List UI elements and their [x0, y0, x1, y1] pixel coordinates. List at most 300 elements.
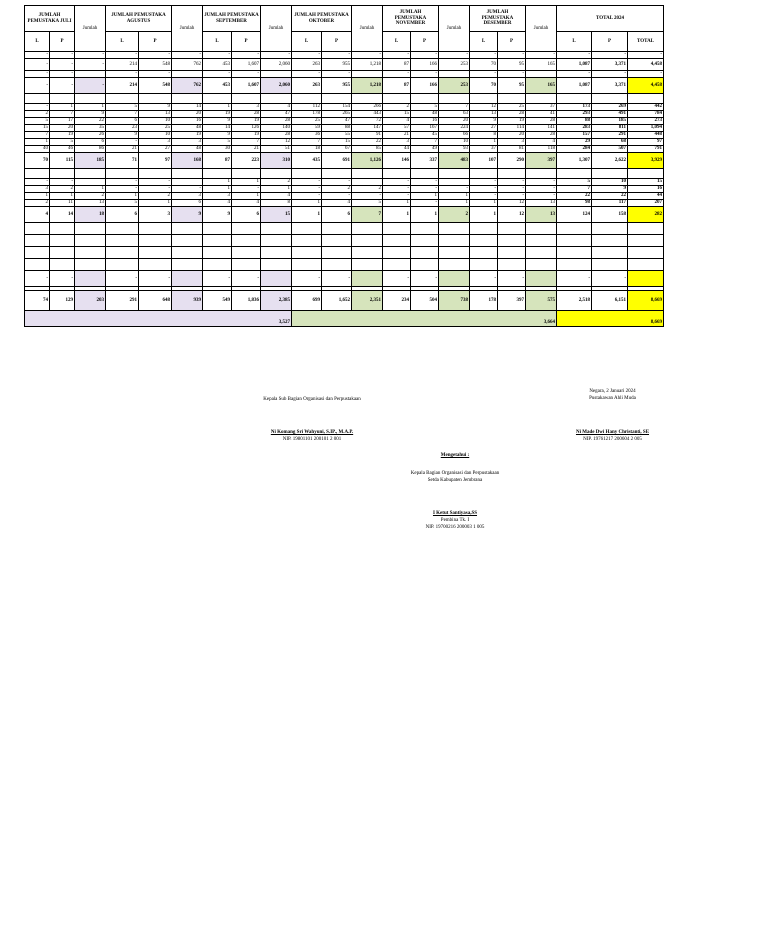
table-cell: 269 — [592, 104, 628, 111]
table-cell: - — [322, 52, 352, 59]
table-cell: - — [25, 179, 50, 186]
table-cell: - — [203, 271, 232, 287]
table-cell: 70 — [470, 59, 498, 71]
table-cell: - — [139, 71, 172, 78]
l-header: L — [383, 32, 411, 52]
table-cell: - — [470, 271, 498, 287]
table-cell: 310 — [261, 153, 292, 169]
table-row — [25, 139, 664, 146]
table-cell: - — [526, 186, 557, 193]
table-row — [25, 311, 664, 327]
center-signer-rank: Pembina Tk. I — [440, 518, 470, 523]
table-cell: 22 — [592, 193, 628, 200]
table-cell: 93 — [439, 146, 470, 153]
table-cell: 55 — [322, 132, 352, 139]
table-cell: 115 — [50, 153, 75, 169]
table-cell — [203, 235, 232, 247]
table-cell: 3 — [139, 139, 172, 146]
table-cell — [292, 259, 322, 271]
table-cell — [106, 259, 139, 271]
table-cell — [261, 94, 292, 104]
table-cell: 28 — [526, 132, 557, 139]
table-cell: 6 — [106, 207, 139, 223]
table-cell — [106, 94, 139, 104]
table-cell: 20 — [439, 118, 470, 125]
table-cell: - — [25, 71, 50, 78]
table-cell — [383, 169, 411, 179]
table-cell: 784 — [628, 111, 664, 118]
table-cell: - — [292, 71, 322, 78]
table-cell: 185 — [75, 153, 106, 169]
p-header: P — [498, 32, 526, 52]
table-cell: 26 — [75, 132, 106, 139]
table-cell: 129 — [50, 291, 75, 311]
table-cell — [498, 169, 526, 179]
table-cell: 7 — [50, 111, 75, 118]
table-cell: 1 — [292, 207, 322, 223]
table-cell: - — [411, 71, 439, 78]
table-row — [25, 94, 664, 104]
table-cell — [172, 235, 203, 247]
table-cell: 291 — [592, 132, 628, 139]
table-cell: - — [292, 193, 322, 200]
table-body — [25, 52, 664, 327]
table-cell: 48 — [172, 125, 203, 132]
table-cell: 7 — [439, 104, 470, 111]
table-cell: 3,929 — [628, 153, 664, 169]
table-cell: 146 — [383, 153, 411, 169]
table-cell: 5 — [25, 118, 50, 125]
table-cell — [261, 247, 292, 259]
table-cell: 118 — [526, 146, 557, 153]
table-cell — [172, 259, 203, 271]
table-cell: 214 — [106, 78, 139, 94]
table-cell: 27 — [470, 125, 498, 132]
table-cell — [203, 247, 232, 259]
table-cell: 37 — [526, 104, 557, 111]
table-cell — [352, 169, 383, 179]
table-cell — [261, 169, 292, 179]
table-cell — [498, 94, 526, 104]
table-cell: - — [292, 179, 322, 186]
p-header: P — [50, 32, 75, 52]
table-row — [25, 59, 664, 71]
center-role-1: Kepala Bagian Organisasi dan Perpustakaan — [410, 471, 500, 476]
table-cell: 648 — [139, 291, 172, 311]
table-cell: - — [470, 52, 498, 59]
table-cell: 28 — [261, 118, 292, 125]
table-cell — [470, 169, 498, 179]
table-cell: - — [352, 193, 383, 200]
table-cell: - — [322, 193, 352, 200]
table-cell — [498, 235, 526, 247]
table-cell: 575 — [526, 291, 557, 311]
right-signer-name: Ni Made Dwi Hany Christanti, SE — [575, 430, 650, 435]
right-signer-nip: NIP. 19761217 200604 2 005 — [583, 437, 642, 442]
table-cell: 3 — [232, 104, 261, 111]
table-cell: 2,351 — [352, 291, 383, 311]
table-cell — [261, 271, 292, 287]
table-cell: 49 — [411, 146, 439, 153]
table-cell: - — [470, 71, 498, 78]
table-cell: 435 — [292, 153, 322, 169]
table-row — [25, 179, 664, 186]
table-cell: 443 — [352, 111, 383, 118]
mengetahui-label: Mengetahui : — [440, 453, 470, 458]
table-cell: 337 — [411, 153, 439, 169]
table-cell: 17 — [50, 118, 75, 125]
table-cell — [75, 259, 106, 271]
table-cell: - — [106, 186, 139, 193]
table-cell: 15 — [628, 179, 664, 186]
table-cell: 13 — [526, 200, 557, 207]
table-cell: 1,836 — [232, 291, 261, 311]
table-cell: - — [352, 52, 383, 59]
table-cell — [50, 94, 75, 104]
table-cell: 87 — [203, 153, 232, 169]
table-cell — [439, 94, 470, 104]
table-cell: 3 — [203, 193, 232, 200]
table-cell: 939 — [172, 291, 203, 311]
table-cell: - — [557, 71, 592, 78]
table-cell: - — [50, 179, 75, 186]
table-cell — [383, 235, 411, 247]
table-cell: 1 — [470, 139, 498, 146]
table-cell: 72 — [352, 118, 383, 125]
table-cell — [439, 179, 470, 186]
table-cell — [498, 223, 526, 235]
table-cell: 9 — [172, 207, 203, 223]
grand-total-cell: 8,669 — [557, 311, 664, 327]
table-cell: 3 — [139, 207, 172, 223]
table-cell: 37 — [470, 146, 498, 153]
table-cell: - — [50, 271, 75, 287]
table-cell: 3 — [172, 139, 203, 146]
table-cell — [352, 247, 383, 259]
table-cell: - — [50, 78, 75, 94]
table-cell: 20 — [172, 111, 203, 118]
table-cell — [75, 223, 106, 235]
month-header-row — [25, 6, 664, 32]
table-cell — [292, 235, 322, 247]
jumlah-header: Jumlah — [439, 6, 470, 52]
table-cell: 8 — [261, 200, 292, 207]
table-cell: 47 — [261, 111, 292, 118]
table-cell: - — [25, 271, 50, 287]
table-cell — [261, 235, 292, 247]
table-cell: 1 — [75, 104, 106, 111]
table-cell: - — [498, 193, 526, 200]
table-cell: 284 — [557, 146, 592, 153]
grand-total-cell: 3,664 — [292, 311, 557, 327]
table-cell — [50, 235, 75, 247]
table-cell — [25, 259, 50, 271]
p-header: P — [411, 32, 439, 52]
table-cell: - — [75, 52, 106, 59]
table-cell — [439, 235, 470, 247]
table-cell: 507 — [592, 146, 628, 153]
table-cell — [352, 259, 383, 271]
table-cell — [203, 259, 232, 271]
table-cell — [411, 223, 439, 235]
table-cell: 9 — [203, 207, 232, 223]
table-cell: 290 — [498, 153, 526, 169]
table-cell: 4 — [383, 118, 411, 125]
table-cell: - — [172, 52, 203, 59]
table-cell: - — [439, 186, 470, 193]
table-cell: - — [411, 271, 439, 287]
table-cell: 6,151 — [592, 291, 628, 311]
table-cell — [322, 169, 352, 179]
table-cell — [75, 271, 106, 287]
table-row — [25, 111, 664, 118]
table-row — [25, 271, 664, 287]
table-row — [25, 259, 664, 271]
table-cell — [383, 259, 411, 271]
table-row — [25, 132, 664, 139]
table-cell — [526, 169, 557, 179]
table-cell — [75, 94, 106, 104]
table-cell: 154 — [322, 104, 352, 111]
table-cell — [411, 235, 439, 247]
table-cell — [592, 223, 628, 235]
table-cell: 207 — [628, 200, 664, 207]
table-cell: - — [411, 200, 439, 207]
table-cell: 1,126 — [352, 153, 383, 169]
table-cell: 13 — [139, 111, 172, 118]
table-cell — [470, 94, 498, 104]
table-cell: 491 — [592, 111, 628, 118]
table-cell: 1,607 — [232, 59, 261, 71]
p-header: P — [139, 32, 172, 52]
table-cell — [557, 247, 592, 259]
table-cell: - — [292, 271, 322, 287]
table-cell: 1 — [411, 207, 439, 223]
table-cell: 504 — [411, 291, 439, 311]
table-cell: 548 — [139, 59, 172, 71]
table-cell: 15 — [383, 111, 411, 118]
table-cell — [526, 223, 557, 235]
table-cell — [592, 235, 628, 247]
table-cell: 1 — [50, 104, 75, 111]
table-cell: 263 — [292, 78, 322, 94]
table-cell: 25 — [139, 125, 172, 132]
table-row — [25, 193, 664, 200]
table-cell: 166 — [411, 78, 439, 94]
table-cell: 2 — [139, 193, 172, 200]
table-cell: 18 — [75, 207, 106, 223]
table-cell: 1 — [75, 186, 106, 193]
table-cell — [172, 271, 203, 287]
table-cell — [498, 259, 526, 271]
table-cell: 1 — [25, 193, 50, 200]
table-cell: - — [106, 139, 139, 146]
table-cell: 88 — [557, 118, 592, 125]
table-cell: - — [592, 52, 628, 59]
table-cell: 21 — [383, 132, 411, 139]
table-cell: - — [203, 52, 232, 59]
table-cell: 23 — [106, 125, 139, 132]
table-cell: - — [383, 186, 411, 193]
table-cell: 2 — [352, 186, 383, 193]
table-cell — [557, 235, 592, 247]
table-cell: - — [592, 271, 628, 287]
table-cell — [139, 247, 172, 259]
l-header: L — [557, 32, 592, 52]
table-cell: 293 — [557, 111, 592, 118]
total-header: TOTAL 2024 — [557, 6, 664, 32]
table-cell: 1 — [203, 179, 232, 186]
table-cell: - — [106, 271, 139, 287]
table-cell: 178 — [292, 111, 322, 118]
table-cell: 19 — [232, 118, 261, 125]
table-cell: 45 — [411, 132, 439, 139]
center-role-2: Setda Kabupaten Jembrana — [427, 478, 483, 483]
table-cell — [106, 235, 139, 247]
table-cell — [232, 259, 261, 271]
table-cell — [50, 259, 75, 271]
table-cell: - — [498, 52, 526, 59]
table-row — [25, 200, 664, 207]
table-cell: 1 — [383, 207, 411, 223]
table-cell — [439, 223, 470, 235]
table-cell: 283 — [557, 125, 592, 132]
table-cell: 1 — [261, 186, 292, 193]
table-cell: 178 — [470, 291, 498, 311]
table-cell: 13 — [75, 200, 106, 207]
table-cell: 2 — [261, 179, 292, 186]
table-cell: 147 — [352, 125, 383, 132]
table-row — [25, 247, 664, 259]
table-cell: - — [106, 52, 139, 59]
table-cell: 165 — [526, 59, 557, 71]
table-cell: 48 — [172, 146, 203, 153]
table-cell: 2,622 — [592, 153, 628, 169]
table-cell: 2 — [439, 207, 470, 223]
table-cell: 4,458 — [628, 59, 664, 71]
table-cell — [139, 223, 172, 235]
table-cell — [172, 71, 203, 78]
table-cell: 173 — [557, 104, 592, 111]
table-cell: 4 — [203, 200, 232, 207]
table-cell: 19 — [498, 118, 526, 125]
table-cell: 5 — [203, 139, 232, 146]
table-cell: 9 — [139, 104, 172, 111]
table-cell — [50, 169, 75, 179]
table-cell: 14 — [203, 125, 232, 132]
table-cell: 5 — [411, 104, 439, 111]
table-cell: 44 — [383, 146, 411, 153]
table-cell: 9 — [592, 186, 628, 193]
table-cell: 67 — [322, 146, 352, 153]
table-cell — [292, 94, 322, 104]
table-cell — [75, 235, 106, 247]
table-cell: - — [470, 193, 498, 200]
table-cell: 30 — [203, 146, 232, 153]
month-header: JUMLAH PEMUSTAKA JULI — [25, 6, 75, 32]
table-cell — [383, 223, 411, 235]
table-cell: 265 — [322, 111, 352, 118]
table-cell: 263 — [292, 59, 322, 71]
table-cell: 12 — [261, 139, 292, 146]
jumlah-header: Jumlah — [261, 6, 292, 52]
table-cell: 203 — [75, 291, 106, 311]
table-cell: - — [25, 104, 50, 111]
table-cell: 1,218 — [352, 59, 383, 71]
table-cell — [75, 247, 106, 259]
table-cell: 7 — [352, 207, 383, 223]
table-cell: 25 — [498, 104, 526, 111]
table-cell: 1,087 — [557, 78, 592, 94]
table-row — [25, 104, 664, 111]
table-cell: 9 — [203, 132, 232, 139]
table-cell — [383, 247, 411, 259]
table-cell: 6 — [322, 207, 352, 223]
table-cell: 7 — [232, 139, 261, 146]
month-header: JUMLAH PEMUSTAKA OKTOBER — [292, 6, 352, 32]
table-cell: 224 — [439, 125, 470, 132]
month-header: JUMLAH PEMUSTAKA NOVEMBER — [383, 6, 439, 32]
table-cell: - — [411, 52, 439, 59]
table-row — [25, 71, 664, 78]
table-cell — [439, 169, 470, 179]
table-cell — [557, 94, 592, 104]
table-cell — [557, 259, 592, 271]
table-cell: 791 — [628, 146, 664, 153]
table-cell: 4 — [261, 104, 292, 111]
table-cell: 397 — [526, 153, 557, 169]
visitor-statistics-table — [24, 5, 664, 327]
table-cell: 7 — [106, 111, 139, 118]
table-cell — [292, 169, 322, 179]
table-cell — [75, 169, 106, 179]
table-cell: 762 — [172, 78, 203, 94]
table-cell: - — [383, 193, 411, 200]
l-header: L — [106, 32, 139, 52]
table-cell: 97 — [628, 139, 664, 146]
table-cell: 51 — [261, 146, 292, 153]
table-cell: 126 — [232, 125, 261, 132]
table-cell: - — [232, 52, 261, 59]
table-cell: 453 — [203, 59, 232, 71]
l-header: L — [203, 32, 232, 52]
table-cell — [232, 223, 261, 235]
table-cell: - — [498, 186, 526, 193]
table-cell: 234 — [383, 291, 411, 311]
table-cell: 112 — [292, 104, 322, 111]
table-cell: - — [50, 59, 75, 71]
table-cell — [557, 169, 592, 179]
table-cell — [411, 94, 439, 104]
table-cell: 691 — [322, 153, 352, 169]
table-cell: 1 — [203, 186, 232, 193]
table-cell — [352, 235, 383, 247]
table-cell: 85 — [352, 146, 383, 153]
table-cell: 48 — [411, 111, 439, 118]
table-cell: 9 — [203, 118, 232, 125]
table-cell: 66 — [439, 132, 470, 139]
table-cell — [526, 71, 557, 78]
table-cell: 36 — [292, 132, 322, 139]
table-cell: 2,385 — [261, 291, 292, 311]
table-cell — [203, 169, 232, 179]
table-cell: 1 — [106, 193, 139, 200]
table-cell: 6 — [75, 139, 106, 146]
table-cell: 12 — [470, 104, 498, 111]
table-cell: 25 — [292, 118, 322, 125]
table-cell: - — [628, 71, 664, 78]
table-cell — [470, 223, 498, 235]
